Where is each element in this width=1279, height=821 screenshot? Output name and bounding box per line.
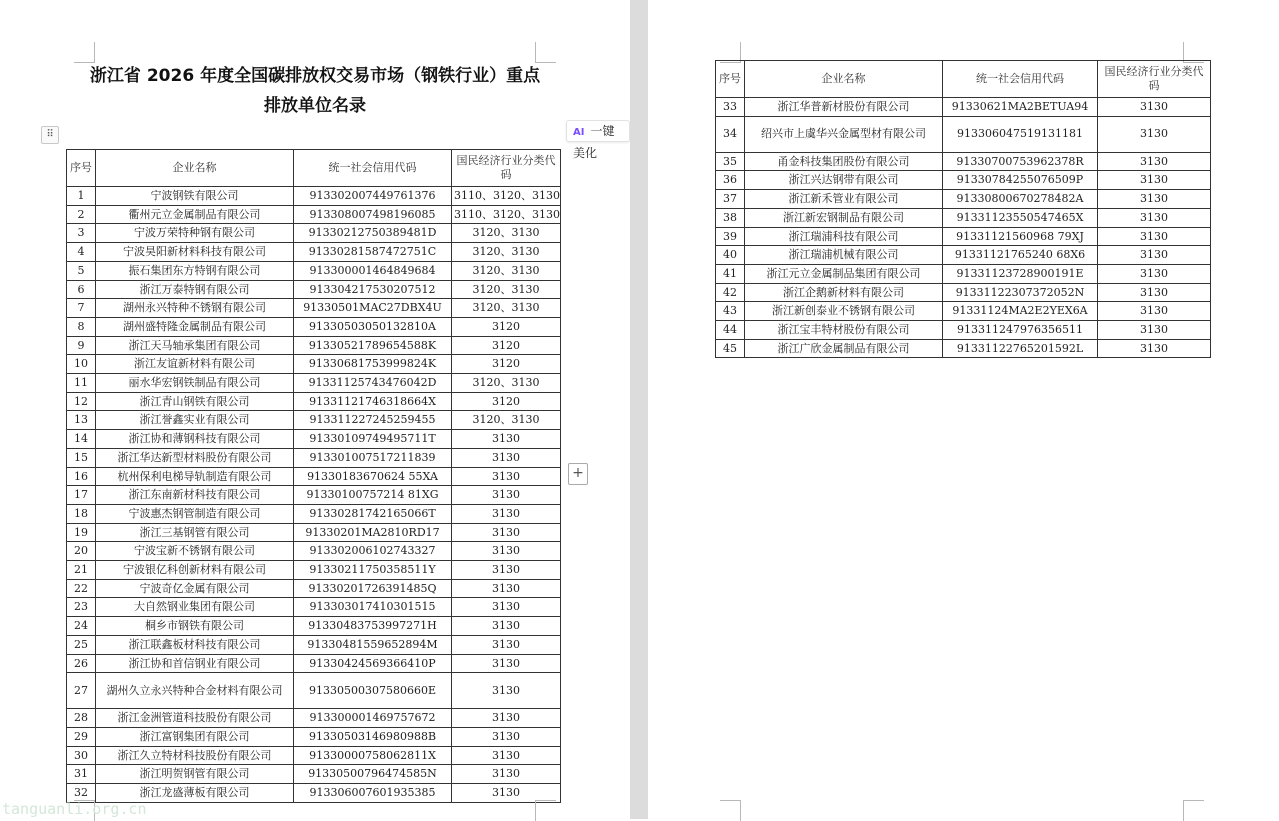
cell-seq: 39 — [716, 227, 745, 246]
cell-company-name: 桐乡市钢铁有限公司 — [96, 617, 294, 636]
cell-seq: 45 — [716, 339, 745, 358]
table-row — [67, 561, 561, 580]
cell-seq: 40 — [716, 246, 745, 265]
cell-company-name: 宁波惠杰钢管制造有限公司 — [96, 504, 294, 523]
cell-credit-code: 91330501MAC27DBX4U — [294, 299, 452, 318]
cell-company-name: 浙江协和薄钢科技有限公司 — [96, 430, 294, 449]
document-page-right — [648, 0, 1279, 819]
table-header-row — [67, 150, 561, 187]
cell-seq: 5 — [67, 261, 96, 280]
cell-credit-code: 91330483753997271H — [294, 617, 452, 636]
cell-credit-code: 913303017410301515 — [294, 598, 452, 617]
cell-seq: 19 — [67, 523, 96, 542]
cell-credit-code: 913308007498196085 — [294, 205, 452, 224]
cell-seq: 10 — [67, 355, 96, 374]
table-row — [67, 355, 561, 374]
cell-credit-code: 91330100757214 81XG — [294, 486, 452, 505]
cell-industry-code: 3130 — [452, 523, 561, 542]
cell-seq: 16 — [67, 467, 96, 486]
cell-seq: 11 — [67, 374, 96, 393]
cell-credit-code: 91330500307580660E — [294, 673, 452, 709]
cell-credit-code: 913306007601935385 — [294, 784, 452, 803]
header-seq: 序号 — [67, 150, 96, 187]
cell-credit-code: 913304217530207512 — [294, 280, 452, 299]
watermark-text: tanguanli.org.cn — [2, 800, 147, 818]
header-seq: 序号 — [716, 61, 745, 98]
table-row — [716, 227, 1211, 246]
cell-seq: 15 — [67, 448, 96, 467]
cell-credit-code: 91330784255076509P — [943, 171, 1098, 190]
cell-credit-code: 91331121746318664X — [294, 392, 452, 411]
table-row — [67, 467, 561, 486]
table-row — [67, 523, 561, 542]
cell-credit-code: 91330621MA2BETUA94 — [943, 98, 1098, 117]
cell-industry-code: 3130 — [1098, 152, 1211, 171]
header-industry-code: 国民经济行业分类代码 — [1098, 61, 1211, 98]
cell-industry-code: 3130 — [452, 504, 561, 523]
cell-company-name: 宁波奇亿金属有限公司 — [96, 579, 294, 598]
table-row — [67, 709, 561, 728]
cell-credit-code: 913302006102743327 — [294, 542, 452, 561]
cell-seq: 9 — [67, 336, 96, 355]
table-row — [716, 302, 1211, 321]
table-row — [716, 339, 1211, 358]
table-row — [716, 283, 1211, 302]
ai-beautify-label: 一键美化 — [573, 124, 615, 160]
table-row — [716, 208, 1211, 227]
cell-industry-code: 3130 — [452, 635, 561, 654]
table-row — [67, 261, 561, 280]
cell-credit-code: 91330424569366410P — [294, 654, 452, 673]
cell-industry-code: 3130 — [1098, 339, 1211, 358]
cell-company-name: 浙江富钢集团有限公司 — [96, 727, 294, 746]
table-row — [67, 579, 561, 598]
cell-company-name: 浙江企鹅新材料有限公司 — [745, 283, 943, 302]
cell-industry-code: 3110、3120、3130 — [452, 205, 561, 224]
cell-seq: 43 — [716, 302, 745, 321]
table-header-row — [716, 61, 1211, 98]
cell-company-name: 振石集团东方特钢有限公司 — [96, 261, 294, 280]
cell-credit-code: 91331123550547465X — [943, 208, 1098, 227]
cell-industry-code: 3120 — [452, 317, 561, 336]
cell-company-name: 浙江新创泰业不锈钢有限公司 — [745, 302, 943, 321]
cell-credit-code: 913300001464849684 — [294, 261, 452, 280]
cell-seq: 36 — [716, 171, 745, 190]
cell-credit-code: 91331121765240 68X6 — [943, 246, 1098, 265]
cell-seq: 44 — [716, 321, 745, 340]
cell-industry-code: 3120、3130 — [452, 280, 561, 299]
cell-industry-code: 3110、3120、3130 — [452, 187, 561, 206]
cell-industry-code: 3130 — [1098, 283, 1211, 302]
cell-seq: 29 — [67, 727, 96, 746]
cell-seq: 3 — [67, 224, 96, 243]
cell-seq: 28 — [67, 709, 96, 728]
cell-industry-code: 3130 — [452, 727, 561, 746]
cell-credit-code: 91330800670278482A — [943, 190, 1098, 209]
cell-company-name: 浙江联鑫板材科技有限公司 — [96, 635, 294, 654]
table-row — [67, 635, 561, 654]
cell-company-name: 浙江瑞浦科技有限公司 — [745, 227, 943, 246]
cell-industry-code: 3130 — [452, 579, 561, 598]
cell-seq: 6 — [67, 280, 96, 299]
table-row — [67, 504, 561, 523]
cell-seq: 34 — [716, 116, 745, 152]
table-row — [67, 317, 561, 336]
cell-industry-code: 3130 — [1098, 116, 1211, 152]
cell-industry-code: 3130 — [452, 784, 561, 803]
cell-seq: 20 — [67, 542, 96, 561]
cell-seq: 24 — [67, 617, 96, 636]
cell-company-name: 衢州元立金属制品有限公司 — [96, 205, 294, 224]
cell-industry-code: 3130 — [1098, 227, 1211, 246]
cell-company-name: 浙江三基钢管有限公司 — [96, 523, 294, 542]
cell-credit-code: 91330681753999824K — [294, 355, 452, 374]
cell-industry-code: 3120、3130 — [452, 299, 561, 318]
cell-industry-code: 3130 — [452, 654, 561, 673]
header-industry-code: 国民经济行业分类代码 — [452, 150, 561, 187]
cell-company-name: 宁波万荣特种钢有限公司 — [96, 224, 294, 243]
page-corner-mark — [1183, 800, 1204, 821]
cell-credit-code: 91330201MA2810RD17 — [294, 523, 452, 542]
cell-seq: 27 — [67, 673, 96, 709]
cell-industry-code: 3130 — [452, 448, 561, 467]
cell-industry-code: 3130 — [452, 746, 561, 765]
document-title-line-1: 浙江省 2026 年度全国碳排放权交易市场（钢铁行业）重点 — [89, 66, 541, 86]
cell-seq: 23 — [67, 598, 96, 617]
cell-seq: 42 — [716, 283, 745, 302]
cell-company-name: 甬金科技集团股份有限公司 — [745, 152, 943, 171]
cell-seq: 41 — [716, 264, 745, 283]
table-row — [67, 617, 561, 636]
ai-beautify-button[interactable] — [566, 120, 630, 160]
cell-seq: 30 — [67, 746, 96, 765]
cell-industry-code: 3130 — [1098, 321, 1211, 340]
table-row — [67, 727, 561, 746]
cell-industry-code: 3120、3130 — [452, 411, 561, 430]
cell-company-name: 湖州盛特隆金属制品有限公司 — [96, 317, 294, 336]
cell-seq: 13 — [67, 411, 96, 430]
cell-industry-code: 3130 — [452, 561, 561, 580]
table-row — [716, 152, 1211, 171]
cell-credit-code: 913302007449761376 — [294, 187, 452, 206]
cell-company-name: 绍兴市上虞华兴金属型材有限公司 — [745, 116, 943, 152]
cell-company-name: 浙江东南新材科技有限公司 — [96, 486, 294, 505]
cell-company-name: 浙江友谊新材料有限公司 — [96, 355, 294, 374]
cell-company-name: 浙江华普新材股份有限公司 — [745, 98, 943, 117]
table-row — [67, 746, 561, 765]
cell-industry-code: 3120、3130 — [452, 243, 561, 262]
cell-credit-code: 91330503146980988B — [294, 727, 452, 746]
cell-credit-code: 91331125743476042D — [294, 374, 452, 393]
table-row — [67, 654, 561, 673]
cell-credit-code: 91331124MA2E2YEX6A — [943, 302, 1098, 321]
table-row — [67, 486, 561, 505]
cell-seq: 21 — [67, 561, 96, 580]
table-row — [67, 336, 561, 355]
cell-industry-code: 3120 — [452, 355, 561, 374]
emission-units-table — [66, 149, 561, 803]
table-row — [67, 374, 561, 393]
page-corner-mark — [720, 800, 741, 821]
table-row — [716, 321, 1211, 340]
table-row — [67, 673, 561, 709]
cell-credit-code: 91330201726391485Q — [294, 579, 452, 598]
table-row — [67, 448, 561, 467]
cell-company-name: 丽水华宏钢铁制品有限公司 — [96, 374, 294, 393]
cell-company-name: 宁波钢铁有限公司 — [96, 187, 294, 206]
cell-seq: 25 — [67, 635, 96, 654]
cell-credit-code: 91331122765201592L — [943, 339, 1098, 358]
table-row — [716, 246, 1211, 265]
header-company-name: 企业名称 — [96, 150, 294, 187]
cell-company-name: 宁波宝新不锈钢有限公司 — [96, 542, 294, 561]
cell-industry-code: 3130 — [452, 709, 561, 728]
table-move-handle-icon[interactable]: ⠿ — [41, 126, 59, 144]
cell-company-name: 浙江元立金属制品集团有限公司 — [745, 264, 943, 283]
cell-seq: 8 — [67, 317, 96, 336]
cell-seq: 4 — [67, 243, 96, 262]
cell-company-name: 浙江广欣金属制品有限公司 — [745, 339, 943, 358]
table-row — [67, 430, 561, 449]
header-company-name: 企业名称 — [745, 61, 943, 98]
cell-company-name: 浙江新禾管业有限公司 — [745, 190, 943, 209]
page-corner-mark — [535, 800, 556, 821]
cell-industry-code: 3120 — [452, 392, 561, 411]
cell-company-name: 湖州永兴特种不锈钢有限公司 — [96, 299, 294, 318]
cell-credit-code: 91330281587472751C — [294, 243, 452, 262]
cell-credit-code: 91330211750358511Y — [294, 561, 452, 580]
cell-credit-code: 913311247976356511 — [943, 321, 1098, 340]
cell-credit-code: 913306047519131181 — [943, 116, 1098, 152]
cell-seq: 31 — [67, 765, 96, 784]
table-row — [67, 243, 561, 262]
ai-icon: AI — [573, 127, 585, 138]
cell-credit-code: 913300001469757672 — [294, 709, 452, 728]
cell-industry-code: 3130 — [452, 598, 561, 617]
cell-credit-code: 91330700753962378R — [943, 152, 1098, 171]
cell-seq: 38 — [716, 208, 745, 227]
header-credit-code: 统一社会信用代码 — [943, 61, 1098, 98]
cell-seq: 32 — [67, 784, 96, 803]
cell-industry-code: 3130 — [1098, 246, 1211, 265]
table-row — [67, 598, 561, 617]
cell-company-name: 浙江天马轴承集团有限公司 — [96, 336, 294, 355]
cell-company-name: 浙江新宏钢制品有限公司 — [745, 208, 943, 227]
cell-seq: 17 — [67, 486, 96, 505]
cell-credit-code: 91330212750389481D — [294, 224, 452, 243]
add-column-button[interactable]: + — [568, 463, 588, 485]
cell-company-name: 杭州保利电梯导轨制造有限公司 — [96, 467, 294, 486]
cell-credit-code: 91330000758062811X — [294, 746, 452, 765]
table-row — [716, 116, 1211, 152]
cell-credit-code: 913301007517211839 — [294, 448, 452, 467]
cell-industry-code: 3130 — [452, 673, 561, 709]
cell-industry-code: 3130 — [1098, 264, 1211, 283]
cell-company-name: 浙江万泰特钢有限公司 — [96, 280, 294, 299]
cell-seq: 33 — [716, 98, 745, 117]
document-page-left — [0, 0, 630, 819]
header-credit-code: 统一社会信用代码 — [294, 150, 452, 187]
cell-seq: 7 — [67, 299, 96, 318]
document-title-line-2: 排放单位名录 — [264, 96, 366, 116]
cell-credit-code: 91330281742165066T — [294, 504, 452, 523]
cell-company-name: 浙江龙盛薄板有限公司 — [96, 784, 294, 803]
cell-industry-code: 3130 — [452, 542, 561, 561]
table-row — [67, 411, 561, 430]
page-corner-mark — [74, 42, 95, 63]
cell-seq: 35 — [716, 152, 745, 171]
cell-company-name: 浙江瑞浦机械有限公司 — [745, 246, 943, 265]
table-row — [716, 171, 1211, 190]
cell-company-name: 浙江协和首信钢业有限公司 — [96, 654, 294, 673]
table-row — [67, 280, 561, 299]
cell-company-name: 浙江久立特材科技股份有限公司 — [96, 746, 294, 765]
cell-seq: 37 — [716, 190, 745, 209]
cell-credit-code: 91330500796474585N — [294, 765, 452, 784]
cell-industry-code: 3130 — [1098, 190, 1211, 209]
cell-seq: 22 — [67, 579, 96, 598]
cell-industry-code: 3130 — [452, 617, 561, 636]
table-row — [716, 98, 1211, 117]
table-row — [67, 392, 561, 411]
cell-company-name: 大自然钢业集团有限公司 — [96, 598, 294, 617]
table-row — [716, 190, 1211, 209]
cell-seq: 26 — [67, 654, 96, 673]
cell-company-name: 浙江兴达钢带有限公司 — [745, 171, 943, 190]
cell-credit-code: 91331123728900191E — [943, 264, 1098, 283]
cell-company-name: 浙江明贺钢管有限公司 — [96, 765, 294, 784]
cell-company-name: 浙江金洲管道科技股份有限公司 — [96, 709, 294, 728]
cell-credit-code: 91331122307372052N — [943, 283, 1098, 302]
cell-company-name: 浙江青山钢铁有限公司 — [96, 392, 294, 411]
cell-company-name: 宁波昊阳新材料科技有限公司 — [96, 243, 294, 262]
cell-company-name: 浙江华达新型材料股份有限公司 — [96, 448, 294, 467]
table-row — [67, 542, 561, 561]
cell-seq: 1 — [67, 187, 96, 206]
cell-company-name: 宁波银亿科创新材料有限公司 — [96, 561, 294, 580]
cell-seq: 18 — [67, 504, 96, 523]
page-gutter — [630, 0, 648, 819]
cell-company-name: 湖州久立永兴特种合金材料有限公司 — [96, 673, 294, 709]
table-row — [67, 187, 561, 206]
cell-industry-code: 3130 — [452, 765, 561, 784]
cell-company-name: 浙江宝丰特材股份有限公司 — [745, 321, 943, 340]
cell-industry-code: 3130 — [452, 467, 561, 486]
cell-credit-code: 91330109749495711T — [294, 430, 452, 449]
cell-credit-code: 91330183670624 55XA — [294, 467, 452, 486]
table-row — [67, 299, 561, 318]
cell-industry-code: 3130 — [452, 430, 561, 449]
cell-seq: 14 — [67, 430, 96, 449]
cell-industry-code: 3120、3130 — [452, 261, 561, 280]
cell-credit-code: 913311227245259455 — [294, 411, 452, 430]
cell-credit-code: 91330521789654588K — [294, 336, 452, 355]
table-row — [716, 264, 1211, 283]
table-row — [67, 224, 561, 243]
cell-industry-code: 3130 — [1098, 302, 1211, 321]
cell-credit-code: 91330481559652894M — [294, 635, 452, 654]
cell-industry-code: 3130 — [1098, 98, 1211, 117]
cell-credit-code: 91331121560968 79XJ — [943, 227, 1098, 246]
cell-seq: 2 — [67, 205, 96, 224]
cell-industry-code: 3120 — [452, 336, 561, 355]
cell-company-name: 浙江誉鑫实业有限公司 — [96, 411, 294, 430]
cell-industry-code: 3120、3130 — [452, 374, 561, 393]
table-row — [67, 205, 561, 224]
emission-units-table-continued — [715, 60, 1211, 358]
cell-industry-code: 3120、3130 — [452, 224, 561, 243]
cell-industry-code: 3130 — [1098, 208, 1211, 227]
cell-industry-code: 3130 — [1098, 171, 1211, 190]
cell-seq: 12 — [67, 392, 96, 411]
page-corner-mark — [535, 42, 556, 63]
cell-industry-code: 3130 — [452, 486, 561, 505]
table-row — [67, 765, 561, 784]
cell-credit-code: 91330503050132810A — [294, 317, 452, 336]
